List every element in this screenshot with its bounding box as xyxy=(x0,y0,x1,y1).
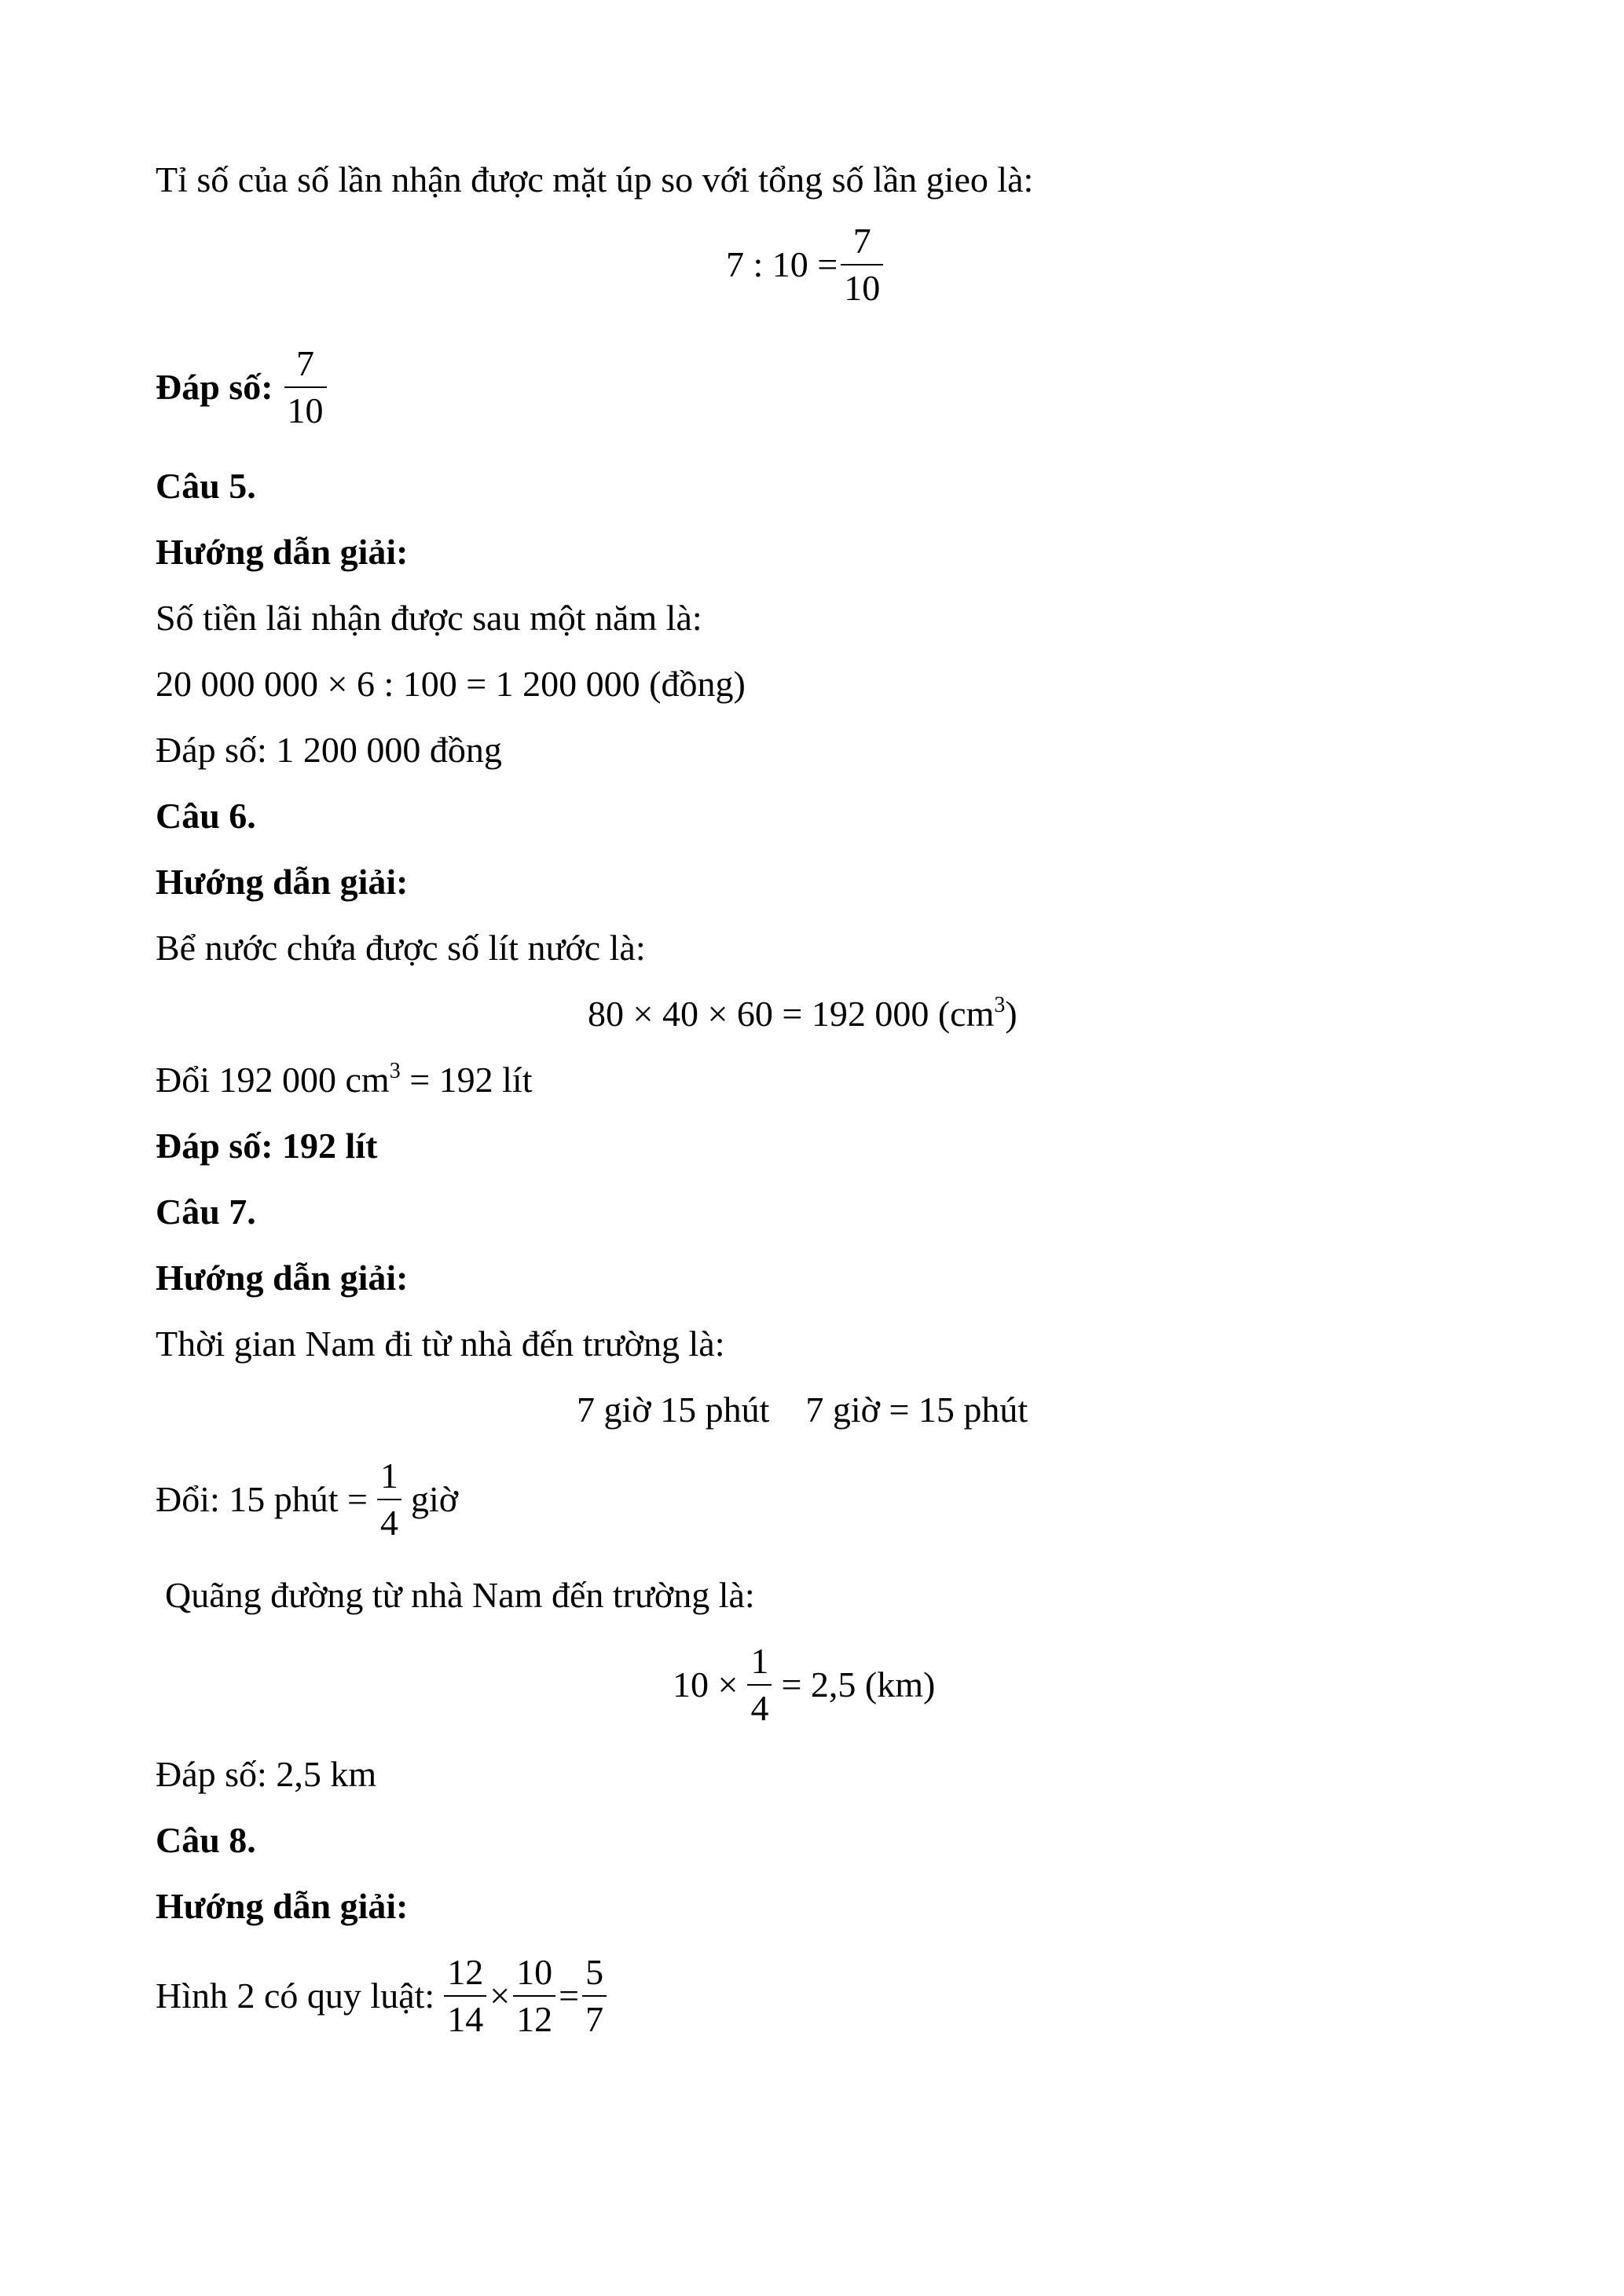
fraction-1-4 xyxy=(747,1643,772,1727)
question-6-text: Bể nước chứa được số lít nước là: xyxy=(156,928,646,968)
question-7-text: Thời gian Nam đi từ nhà đến trường là: xyxy=(156,1324,725,1364)
question-7-answer: Đáp số: 2,5 km xyxy=(156,1754,377,1794)
calc-text: 10 × xyxy=(673,1664,739,1705)
conversion-unit: giờ xyxy=(411,1479,459,1519)
ratio-equation xyxy=(726,223,886,306)
question-7-guide: Hướng dẫn giải: xyxy=(156,1258,409,1298)
question-7-distance-text: Quãng đường từ nhà Nam đến trường là: xyxy=(165,1575,755,1615)
question-5-text: Số tiền lãi nhận được sau một năm là: xyxy=(156,598,702,638)
fraction-denominator: 12 xyxy=(516,1999,553,2039)
question-7-title: Câu 7. xyxy=(156,1192,256,1232)
question-5-guide: Hướng dẫn giải: xyxy=(156,532,409,572)
fraction-1-4 xyxy=(377,1458,401,1541)
fraction-denominator: 10 xyxy=(844,268,881,308)
fraction-numerator: 12 xyxy=(447,1952,484,1992)
question-5-title: Câu 5. xyxy=(156,466,256,506)
fraction-numerator: 1 xyxy=(380,1456,399,1496)
calc-text: 80 × 40 × 60 = 192 000 (cm xyxy=(588,994,995,1034)
question-6-conversion xyxy=(156,1059,533,1100)
fraction-numerator: 1 xyxy=(750,1641,769,1681)
fraction-denominator: 4 xyxy=(750,1688,769,1728)
fraction-numerator: 10 xyxy=(516,1952,553,1992)
calc-result: = 2,5 (km) xyxy=(781,1664,936,1705)
fraction-denominator: 14 xyxy=(447,1999,484,2039)
ratio-expression: 7 : 10 = xyxy=(726,244,838,284)
rule-text: Hình 2 có quy luật: xyxy=(156,1976,435,2016)
fraction-numerator: 7 xyxy=(296,343,315,383)
fraction-numerator: 7 xyxy=(852,221,871,261)
fraction-denominator: 4 xyxy=(380,1503,399,1543)
question-6-answer: Đáp số: 192 lít xyxy=(156,1126,378,1166)
answer-c4 xyxy=(156,343,330,430)
question-8-title: Câu 8. xyxy=(156,1820,256,1860)
superscript-3: 3 xyxy=(994,993,1006,1017)
question-6-guide: Hướng dẫn giải: xyxy=(156,862,409,902)
fraction-denominator: 7 xyxy=(585,1999,604,2039)
question-5-answer: Đáp số: 1 200 000 đồng xyxy=(156,730,502,770)
question-5-calc: 20 000 000 × 6 : 100 = 1 200 000 (đồng) xyxy=(156,664,746,704)
answer-label: Đáp số: xyxy=(156,367,273,407)
question-7-time: 7 giờ 15 phút 7 giờ = 15 phút xyxy=(577,1390,1028,1430)
fraction-7-10 xyxy=(841,223,883,306)
conversion-text: Đổi: 15 phút = xyxy=(156,1479,368,1519)
question-8-guide: Hướng dẫn giải: xyxy=(156,1886,409,1926)
conversion-result: = 192 lít xyxy=(400,1060,533,1100)
conversion-text: Đổi 192 000 cm xyxy=(156,1060,390,1100)
question-7-calc xyxy=(673,1643,935,1727)
superscript-3: 3 xyxy=(389,1059,401,1083)
ratio-intro: Tỉ số của số lần nhận được mặt úp so với tổng số lần gieo là: xyxy=(156,159,1034,200)
fraction-7-10 xyxy=(284,343,327,430)
fraction-5-7 xyxy=(582,1954,607,2038)
fraction-numerator: 5 xyxy=(585,1952,604,1992)
fraction-denominator: 10 xyxy=(287,390,324,430)
equals-sign: = xyxy=(559,1976,580,2016)
fraction-12-14 xyxy=(444,1954,486,2038)
calc-close: ) xyxy=(1005,994,1017,1034)
question-6-title: Câu 6. xyxy=(156,796,256,836)
question-7-conversion xyxy=(156,1458,458,1541)
question-8-rule xyxy=(156,1954,610,2038)
times-sign: × xyxy=(489,1976,511,2016)
question-6-calc xyxy=(588,993,1017,1034)
fraction-10-12 xyxy=(513,1954,555,2038)
